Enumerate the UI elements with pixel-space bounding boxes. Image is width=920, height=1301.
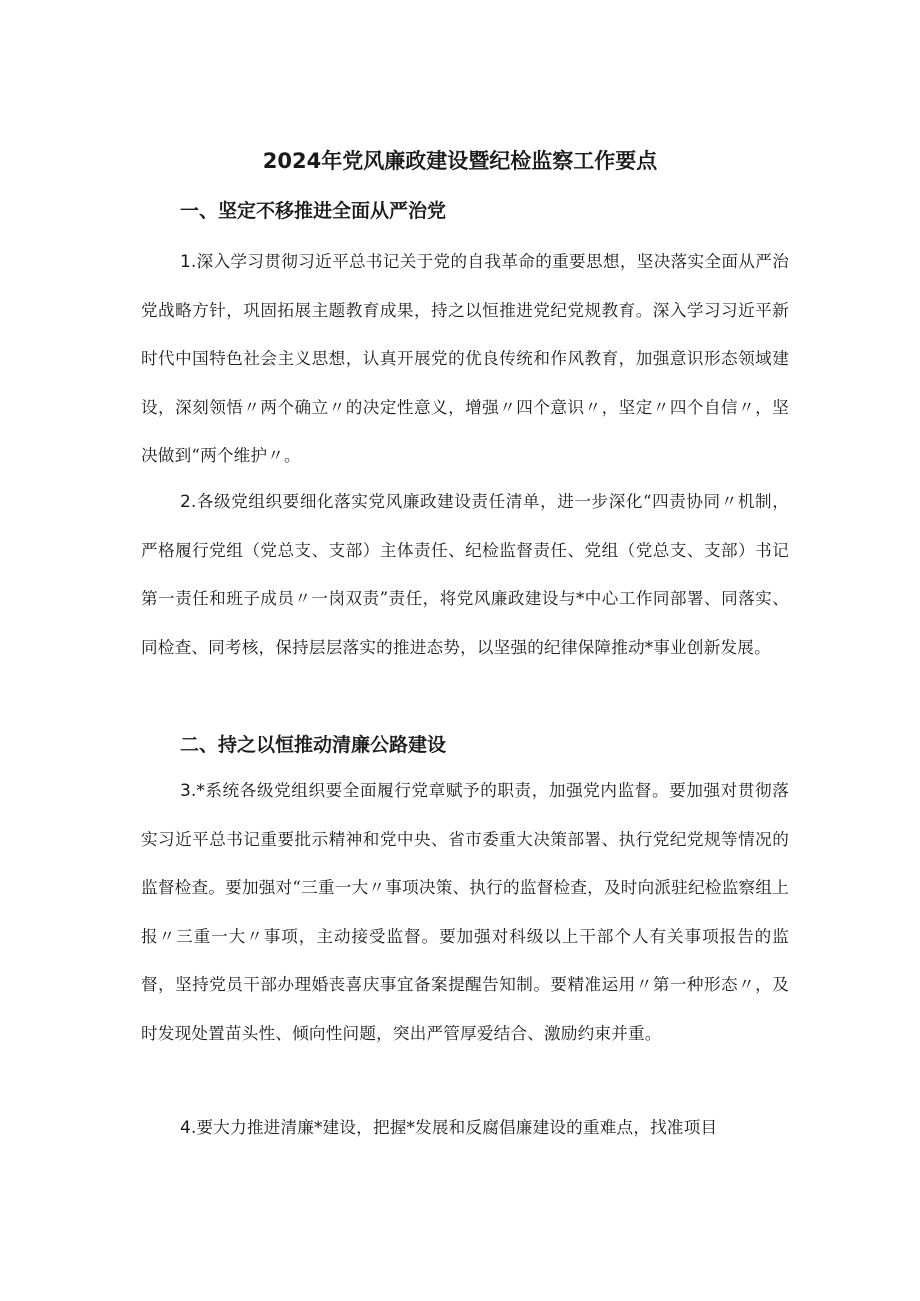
document-title: 2024年党风廉政建设暨纪检监察工作要点 [262, 149, 658, 173]
paragraph-3 [141, 767, 789, 1059]
paragraph-text: .深入学习贯彻习近平总书记关于党的自我革命的重要思想，坚决落实全面从严治党战略方针，巩固拓展主题教育成果，持之以恒推进党纪党规教育。深入学习习近平新时代中国特色社会主义思想，认真开展党的优良传统和作风教育，加强意识形态领域建设，深刻领悟〃两个确立〃的决定性意义，增强〃四个意识〃，坚定〃四个自信〃，坚决做到“两个维护〃。 [141, 252, 789, 466]
section-heading-2: 二、持之以恒推动清廉公路建设 [180, 734, 447, 756]
paragraph-2 [141, 478, 789, 672]
paragraph-4 [141, 1104, 789, 1153]
paragraph-text: .各级党组织要细化落实党风廉政建设责任清单，进一步深化“四责协同〃机制，严格履行党组（党总支、支部）主体责任、纪检监督责任、党组（党总支、支部）书记第一责任和班子成员〃一岗双责”责任，将党风廉政建设与*中心工作同部署、同落实、同检查、同考核，保持层层落实的推进态势，以坚强的纪律保障推动*事业创新发展。 [141, 492, 789, 657]
paragraph-1 [141, 238, 789, 481]
paragraph-number: 4 [180, 1118, 192, 1138]
paragraph-number: 3 [180, 781, 192, 801]
paragraph-number: 1 [180, 252, 192, 272]
section-heading-1: 一、坚定不移推进全面从严治党 [180, 200, 447, 222]
paragraph-text: .要大力推进清廉*建设，把握*发展和反腐倡廉建设的重难点，找准项目 [191, 1118, 718, 1137]
paragraph-number: 2 [180, 492, 192, 512]
paragraph-text: .*系统各级党组织要全面履行党章赋予的职责，加强党内监督。要加强对贯彻落实习近平总书记重要批示精神和党中央、省市委重大决策部署、执行党纪党规等情况的监督检查。要加强对“三重一大〃事项决策、执行的监督检查，及时向派驻纪检监察组上报〃三重一大〃事项，主动接受监督。要加强对科级以上干部个人有关事项报告的监督，坚持党员干部办理婚丧喜庆事宜备案提醒告知制。要精准运用〃第一种形态〃，及时发现处置苗头性、倾向性问题，突出严管厚爱结合、激励约束并重。 [141, 781, 789, 1043]
